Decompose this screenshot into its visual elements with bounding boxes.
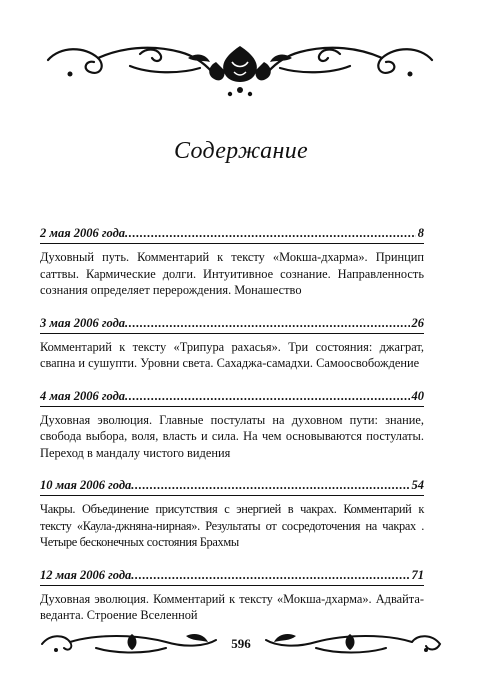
dot-leader [125,389,409,404]
top-ornament-icon [40,38,440,100]
toc-entry-heading[interactable] [40,226,424,244]
toc-entry-page: 40 [411,388,424,403]
toc-entry [40,226,424,299]
toc-entry [40,316,424,372]
toc-entry-date: 12 мая 2006 года [40,567,132,582]
toc-entry-page: 26 [411,315,424,330]
page-number: 596 [231,636,251,651]
toc-entry-description: Духовный путь. Комментарий к тексту «Мокша-дхарма». Принцип саттвы. Кармические долги. Интуитивное сознание. Направленность сознания определяет перерождения. Монашество [40,250,424,297]
toc-entry-heading[interactable] [40,389,424,407]
toc-entry-date: 2 мая 2006 года [40,226,126,240]
dot-leader [131,478,409,493]
toc-entry-heading[interactable] [40,478,424,496]
page-title: Содержание [174,138,308,164]
dot-leader [125,226,416,241]
toc-entry-date: 4 мая 2006 года [40,388,126,403]
toc-entry-description: Духовная эволюция. Комментарий к тексту «Мокша-дхарма». Адвайта-веданта. Строение Вселенной [40,591,424,622]
toc-entry-page: 71 [411,567,424,582]
dot-leader [125,316,409,331]
toc-entry-description: Комментарий к тексту «Трипура рахасья». Три состояния: джаграт, свапна и сушупти. Уровни света. Сахаджа-самадхи. Самоосвобождение [40,339,424,370]
toc-entry [40,389,424,462]
toc-entry-description: Чакры. Объединение присутствия с энергией в чакрах. Комментарий к тексту «Каула-джняна-нирная». Результаты от сосредоточения на чакрах . Четыре бесконечных состояния Брахмы [40,502,424,549]
toc-entry [40,568,424,624]
toc-entry [40,478,424,551]
toc-entry-date: 10 мая 2006 года [40,478,132,492]
toc-entry-date: 3 мая 2006 года [40,315,126,330]
toc-entry-heading[interactable] [40,316,424,334]
table-of-contents [40,226,424,641]
toc-entry-description: Духовная эволюция. Главные постулаты на духовном пути: знание, свобода выбора, воля, власть и сила. На чем основываются постулаты. Переход в мандалу чистого видения [40,412,424,460]
dot-leader [131,568,409,583]
toc-entry-page: 8 [417,226,424,240]
toc-entry-page: 54 [411,478,424,492]
toc-entry-heading[interactable] [40,568,424,586]
